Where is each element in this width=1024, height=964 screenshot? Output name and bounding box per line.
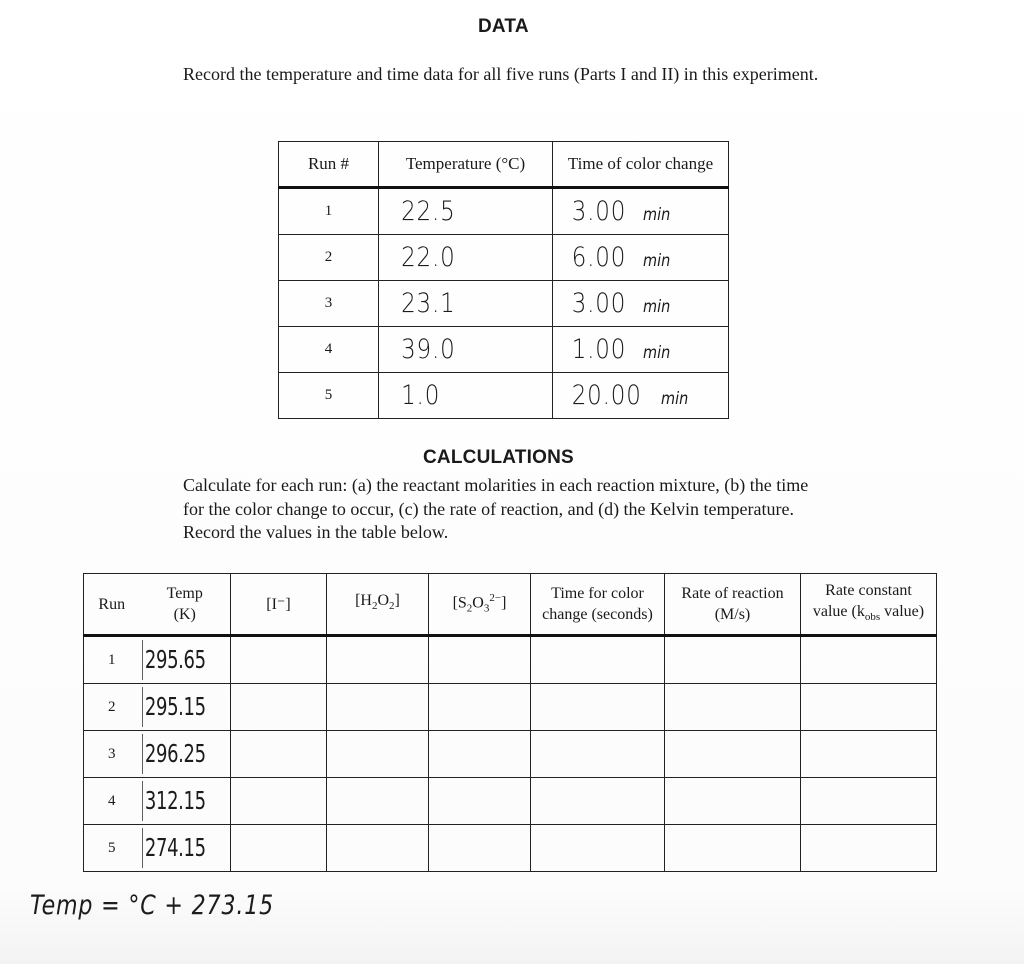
rate-constant-header-line1: Rate constant: [825, 581, 912, 599]
empty-cell: [664, 778, 800, 825]
empty-cell: [326, 684, 428, 731]
peroxide-label-part: ]: [394, 592, 400, 610]
data-table: [278, 141, 729, 419]
kelvin-cell: [140, 731, 231, 778]
empty-cell: [530, 731, 664, 778]
empty-cell: [664, 684, 800, 731]
time-unit: min: [642, 297, 671, 317]
empty-cell: [428, 825, 530, 872]
run-number-cell: 1: [279, 188, 379, 235]
empty-cell: [230, 731, 326, 778]
empty-cell: [530, 778, 664, 825]
temperature-value: 39.0: [401, 334, 456, 365]
empty-cell: [530, 684, 664, 731]
time-value: 3.00: [571, 288, 627, 319]
rate-header-line1: Rate of reaction: [681, 585, 784, 602]
run-header: Run: [84, 574, 140, 636]
run-number-cell: 4: [84, 778, 140, 825]
temperature-cell: [379, 327, 553, 373]
temp-header-line2: (K): [173, 606, 196, 623]
time-value: 6.00: [571, 242, 627, 273]
peroxide-header: [326, 574, 428, 636]
time-cell: [553, 281, 729, 327]
temperature-value: 22.5: [401, 196, 456, 227]
handwritten-conversion-note: Temp = °C + 273.15: [30, 890, 275, 921]
peroxide-label-part: O: [377, 592, 390, 610]
thiosulfate-subscript: 2: [466, 602, 473, 615]
thiosulfate-subscript: 3: [483, 602, 490, 615]
peroxide-label-part: [H: [355, 592, 372, 610]
table-row: [279, 281, 729, 327]
calc-table-header-row: [84, 574, 937, 636]
run-number-cell: 3: [279, 281, 379, 327]
calculations-table: [83, 573, 937, 872]
empty-cell: [326, 731, 428, 778]
time-cell: [553, 235, 729, 281]
run-number-cell: 2: [84, 684, 140, 731]
thiosulfate-label-part: [S: [452, 594, 467, 612]
table-row: [279, 188, 729, 235]
empty-cell: [800, 731, 936, 778]
kelvin-cell: [140, 684, 231, 731]
temperature-cell: [379, 188, 553, 235]
temperature-cell: [379, 235, 553, 281]
table-row: [279, 373, 729, 419]
empty-cell: [530, 825, 664, 872]
empty-cell: [664, 731, 800, 778]
time-cell: [553, 327, 729, 373]
peroxide-subscript: 2: [389, 600, 395, 613]
time-unit: min: [642, 205, 671, 225]
table-row: [84, 825, 937, 872]
temperature-cell: [379, 373, 553, 419]
thiosulfate-header: [428, 574, 530, 636]
time-cell: [553, 188, 729, 235]
time-value: 3.00: [571, 196, 627, 227]
time-seconds-header: [530, 574, 664, 636]
table-row: [84, 778, 937, 825]
temperature-header: Temperature (°C): [379, 142, 553, 188]
time-of-color-change-header: Time of color change: [553, 142, 729, 188]
rate-constant-subscript: obs: [864, 611, 881, 624]
data-heading: DATA: [478, 16, 529, 37]
kelvin-cell: [140, 636, 231, 684]
empty-cell: [800, 825, 936, 872]
run-number-header: Run #: [279, 142, 379, 188]
time-unit: min: [642, 251, 671, 271]
kelvin-cell: [140, 825, 231, 872]
rate-constant-header: [800, 574, 936, 636]
kelvin-value: 295.65: [142, 640, 206, 680]
table-row: [279, 235, 729, 281]
kelvin-value: 312.15: [142, 781, 206, 821]
thiosulfate-label-part: ]: [501, 594, 507, 612]
empty-cell: [428, 778, 530, 825]
empty-cell: [326, 825, 428, 872]
empty-cell: [800, 684, 936, 731]
empty-cell: [326, 636, 428, 684]
time-header-line1: Time for color: [551, 585, 644, 602]
rate-constant-header-line2-end: value): [880, 602, 925, 620]
run-number-cell: 1: [84, 636, 140, 684]
empty-cell: [326, 778, 428, 825]
run-number-cell: 2: [279, 235, 379, 281]
run-number-cell: 5: [84, 825, 140, 872]
temp-kelvin-header: [140, 574, 231, 636]
time-unit: min: [661, 389, 689, 409]
time-unit: min: [642, 343, 671, 363]
thiosulfate-label-part: O: [472, 594, 484, 612]
empty-cell: [664, 825, 800, 872]
temperature-value: 22.0: [401, 242, 456, 273]
table-row: [84, 636, 937, 684]
table-row: [84, 731, 937, 778]
kelvin-value: 295.15: [142, 687, 206, 727]
time-value: 20.00: [571, 380, 642, 411]
calculation-instructions: Calculate for each run: (a) the reactant molarities in each reaction mixture, (b) the time for the color change to occur, (c) the rate of reaction, and (d) the Kelvin temperature. Record the values in the table below.: [183, 475, 809, 542]
empty-cell: [230, 778, 326, 825]
empty-cell: [230, 825, 326, 872]
time-header-line2: change (seconds): [542, 606, 653, 623]
data-table-header-row: [279, 142, 729, 188]
rate-constant-header-line2: value (k: [812, 602, 865, 620]
intro-instructions: Record the temperature and time data for all five runs (Parts I and II) in this experiment.: [183, 64, 819, 84]
empty-cell: [428, 731, 530, 778]
thiosulfate-charge: 2−: [489, 592, 502, 605]
kelvin-cell: [140, 778, 231, 825]
kelvin-value: 296.25: [142, 734, 206, 774]
run-number-cell: 5: [279, 373, 379, 419]
empty-cell: [800, 636, 936, 684]
table-row: [279, 327, 729, 373]
temperature-value: 1.0: [401, 380, 441, 411]
run-number-cell: 4: [279, 327, 379, 373]
empty-cell: [530, 636, 664, 684]
run-number-cell: 3: [84, 731, 140, 778]
kelvin-value: 274.15: [142, 828, 206, 868]
empty-cell: [230, 636, 326, 684]
temperature-cell: [379, 281, 553, 327]
rate-header: [664, 574, 800, 636]
temp-header-line1: Temp: [166, 585, 203, 602]
peroxide-subscript: 2: [371, 600, 378, 613]
iodide-header: [I⁻]: [230, 574, 326, 636]
empty-cell: [428, 636, 530, 684]
calculations-heading: CALCULATIONS: [423, 447, 574, 468]
time-cell: [553, 373, 729, 419]
temperature-value: 23.1: [401, 288, 456, 319]
empty-cell: [664, 636, 800, 684]
table-row: [84, 684, 937, 731]
rate-header-line2: (M/s): [714, 606, 751, 623]
empty-cell: [230, 684, 326, 731]
empty-cell: [428, 684, 530, 731]
empty-cell: [800, 778, 936, 825]
time-value: 1.00: [571, 334, 627, 365]
